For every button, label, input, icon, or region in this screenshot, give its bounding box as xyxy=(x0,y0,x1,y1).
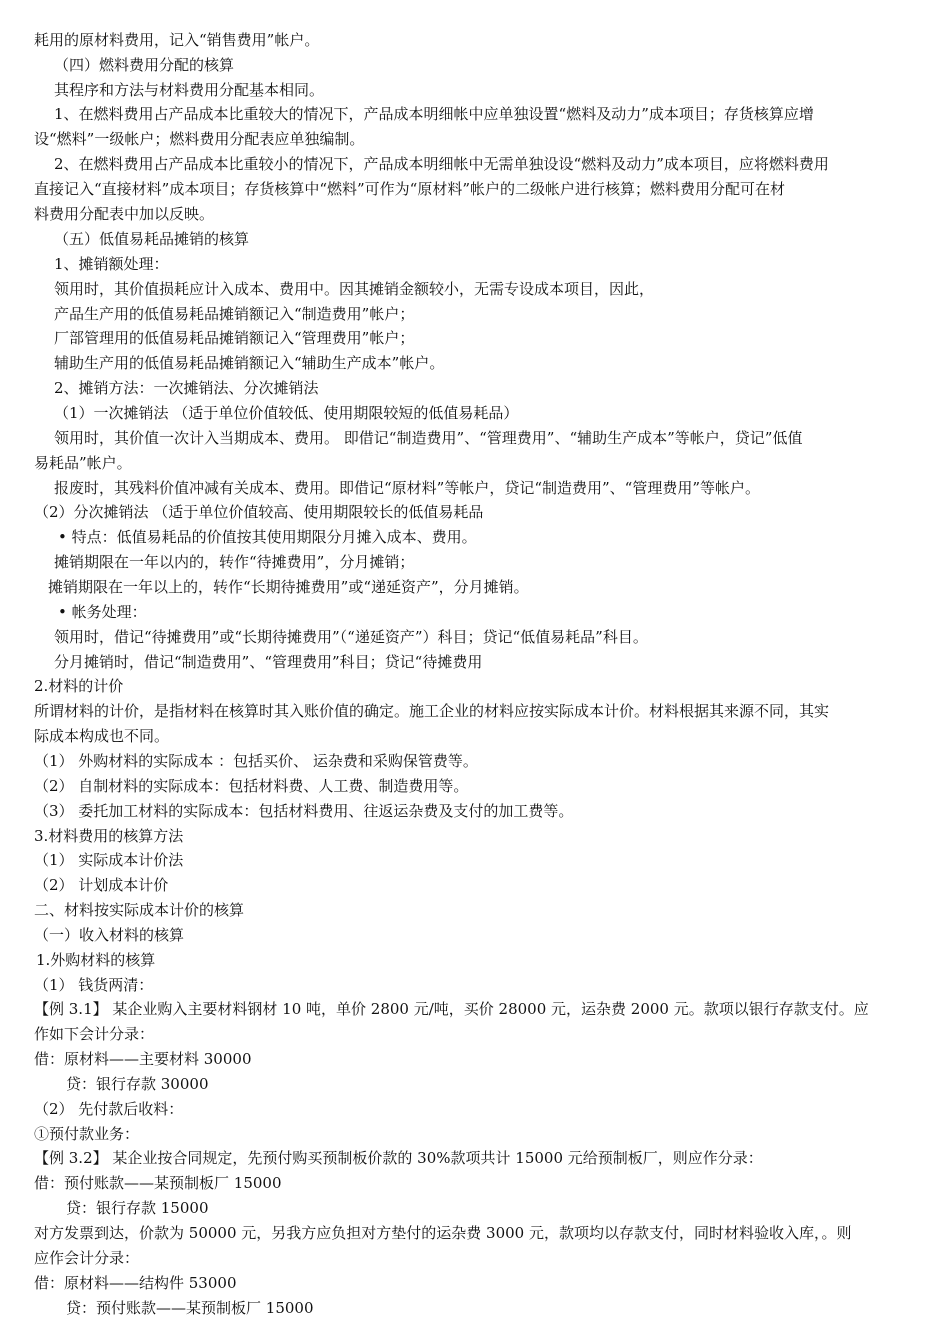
journal-entry-debit: 借：原材料——主要材料 30000 xyxy=(34,1050,252,1068)
bullet-item: • 帐务处理： xyxy=(58,603,147,621)
text-line: 产品生产用的低值易耗品摊销额记入“制造费用”帐户； xyxy=(54,305,415,323)
journal-entry-debit: 借：预付账款——某预制板厂 15000 xyxy=(34,1174,282,1192)
text-line: 耗用的原材料费用，记入“销售费用”帐户。 xyxy=(34,31,320,49)
text-line: 2、在燃料费用占产品成本比重较小的情况下，产品成本明细帐中无需单独设设“燃料及动力”成本项目，应将燃料费用 xyxy=(54,155,829,173)
text-line: 料费用分配表中加以反映。 xyxy=(34,205,215,223)
text-line: 领用时，其价值损耗应计入成本、费用中。因其摊销金额较小，无需专设成本项目，因此， xyxy=(54,280,655,298)
text-line: 设“燃料”一级帐户；燃料费用分配表应单独编制。 xyxy=(34,130,365,148)
example-line: 【例 3.1】 某企业购入主要材料钢材 10 吨，单价 2800 元/吨，买价 28000 元，运杂费 2000 元。款项以银行存款支付。应 xyxy=(34,1000,869,1018)
section-heading: 2.材料的计价 xyxy=(34,677,124,695)
text-line: （1）一次摊销法 （适于单位价值较低、使用期限较短的低值易耗品） xyxy=(54,404,519,422)
section-heading: （一）收入材料的核算 xyxy=(34,926,185,944)
section-heading: 二、材料按实际成本计价的核算 xyxy=(34,901,245,919)
section-heading: （五）低值易耗品摊销的核算 xyxy=(54,230,250,248)
text-line: 摊销期限在一年以内的，转作“待摊费用”，分月摊销； xyxy=(54,553,415,571)
list-item: （3） 委托加工材料的实际成本：包括材料费用、往返运杂费及支付的加工费等。 xyxy=(34,802,574,820)
list-item: （2） 计划成本计价 xyxy=(34,876,169,894)
list-item: （1） 外购材料的实际成本 ：包括买价、 运杂费和采购保管费等。 xyxy=(34,752,478,770)
text-line: 易耗品”帐户。 xyxy=(34,454,132,472)
journal-entry-debit: 借：原材料——结构件 53000 xyxy=(34,1274,237,1292)
text-line: 领用时，借记“待摊费用”或“长期待摊费用”（“递延资产”）科目；贷记“低值易耗品”科目。 xyxy=(54,628,648,646)
text-line: 应作会计分录： xyxy=(34,1249,140,1267)
text-line: 作如下会计分录： xyxy=(34,1025,155,1043)
text-line: ①预付款业务： xyxy=(34,1125,140,1143)
text-line: 摊销期限在一年以上的，转作“长期待摊费用”或“递延资产”，分月摊销。 xyxy=(48,578,529,596)
text-line: 直接记入“直接材料”成本项目；存货核算中“燃料”可作为“原材料”帐户的二级帐户进行核算；燃料费用分配可在材 xyxy=(34,180,786,198)
journal-entry-credit: 贷：银行存款 15000 xyxy=(66,1199,209,1217)
list-item: （2） 自制材料的实际成本：包括材料费、人工费、制造费用等。 xyxy=(34,777,469,795)
bullet-item: • 特点：低值易耗品的价值按其使用期限分月摊入成本、费用。 xyxy=(58,528,477,546)
text-line: 1、在燃料费用占产品成本比重较大的情况下，产品成本明细帐中应单独设置“燃料及动力”成本项目；存货核算应增 xyxy=(54,105,814,123)
text-line: 2、摊销方法：一次摊销法、分次摊销法 xyxy=(54,379,319,397)
text-line: 辅助生产用的低值易耗品摊销额记入“辅助生产成本”帐户。 xyxy=(54,354,445,372)
section-heading: 1.外购材料的核算 xyxy=(36,951,156,969)
text-line: 分月摊销时，借记“制造费用”、“管理费用”科目；贷记“待摊费用 xyxy=(54,653,483,671)
example-line: 【例 3.2】 某企业按合同规定，先预付购买预制板价款的 30%款项共计 15000 元给预制板厂，则应作分录： xyxy=(34,1149,763,1167)
text-line: 领用时，其价值一次计入当期成本、费用。 即借记“制造费用”、“管理费用”、“辅助生产成本”等帐户，贷记”低值 xyxy=(54,429,803,447)
text-line: （2）分次摊销法 （适于单位价值较高、使用期限较长的低值易耗品 xyxy=(34,503,484,521)
journal-entry-credit: 贷：预付账款——某预制板厂 15000 xyxy=(66,1299,314,1317)
text-line: 所谓材料的计价，是指材料在核算时其入账价值的确定。施工企业的材料应按实际成本计价。材料根据其来源不同，其实 xyxy=(34,702,830,720)
text-line: 际成本构成也不同。 xyxy=(34,727,170,745)
text-line: 对方发票到达，价款为 50000 元，另我方应负担对方垫付的运杂费 3000 元，款项均以存款支付，同时材料验收入库，。则 xyxy=(34,1224,852,1242)
text-line: 1、摊销额处理： xyxy=(54,255,169,273)
list-item: （1） 实际成本计价法 xyxy=(34,851,184,869)
section-heading: （四）燃料费用分配的核算 xyxy=(54,56,235,74)
section-heading: 3.材料费用的核算方法 xyxy=(34,827,184,845)
text-line: 厂部管理用的低值易耗品摊销额记入“管理费用”帐户； xyxy=(54,329,415,347)
text-line: 报废时，其残料价值冲减有关成本、费用。即借记“原材料”等帐户，贷记“制造费用”、“管理费用”等帐户。 xyxy=(54,479,761,497)
list-item: （1） 钱货两清： xyxy=(34,976,154,994)
journal-entry-credit: 贷：银行存款 30000 xyxy=(66,1075,209,1093)
text-line: 其程序和方法与材料费用分配基本相同。 xyxy=(54,81,325,99)
list-item: （2） 先付款后收料： xyxy=(34,1100,184,1118)
